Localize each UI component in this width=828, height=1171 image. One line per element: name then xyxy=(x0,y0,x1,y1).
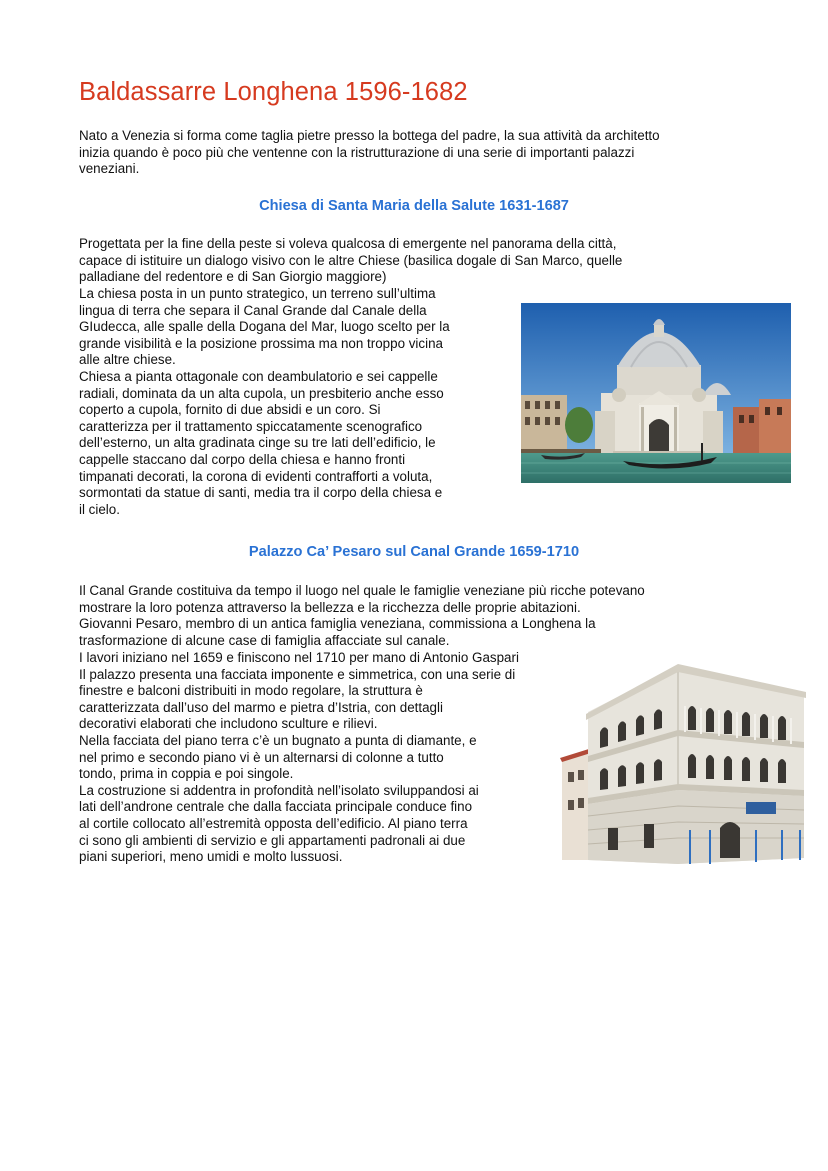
salute-intro-paragraph xyxy=(79,236,622,286)
text-line: piani superiori, meno umidi e molto lussuosi. xyxy=(79,849,343,865)
text-line: Il Canal Grande costituiva da tempo il luogo nel quale le famiglie veneziane più ricche potevano xyxy=(79,583,645,598)
text-line: al cortile collocato all’estremità opposta dell’edificio. Al piano terra xyxy=(79,815,468,831)
text-line: ci sono gli ambienti di servizio e gli appartamenti padronali ai due xyxy=(79,832,466,848)
text-line: il cielo. xyxy=(79,501,120,517)
text-line: veneziani. xyxy=(79,161,140,177)
text-line: caratterizzata dall’uso del marmo e pietra d’Istria, con dettagli xyxy=(79,699,443,715)
pesaro-heading: Palazzo Ca’ Pesaro sul Canal Grande 1659-1710 xyxy=(248,544,580,560)
text-line: GIudecca, alle spalle della Dogana del Mar, luogo scelto per la xyxy=(79,319,450,335)
salute-body-paragraph xyxy=(79,286,450,518)
text-line: radiali, dominata da un alta cupola, un presbiterio anche esso xyxy=(79,385,444,401)
text-line: Progettata per la fine della peste si voleva qualcosa di emergente nel panorama della città, xyxy=(79,236,617,251)
text-line: dell’esterno, un alta gradinata cinge su tre lati dell’edificio, le xyxy=(79,435,436,451)
text-line: La chiesa posta in un punto strategico, un terreno sull’ultima xyxy=(79,286,436,301)
pesaro-intro-paragraph xyxy=(79,583,645,649)
text-line: finestre e balconi distribuiti in modo regolare, la struttura è xyxy=(79,683,423,699)
text-line: lati dell’androne centrale che dalla facciata principale conduce fino xyxy=(79,799,473,815)
text-line: La costruzione si addentra in profondità nell’isolato sviluppandosi ai xyxy=(79,782,479,798)
text-line: timpanati decorati, la corona di evidenti contrafforti a voluta, xyxy=(79,468,433,484)
text-line: Il palazzo presenta una facciata imponente e simmetrica, con una serie di xyxy=(79,666,516,682)
ca-pesaro-palace-photo xyxy=(560,660,810,868)
intro-paragraph xyxy=(79,128,660,178)
page-title: Baldassarre Longhena 1596-1682 xyxy=(79,78,468,106)
text-line: tondo, prima in coppia e poi singole. xyxy=(79,766,294,782)
text-line: capace di istituire un dialogo visivo con le altre Chiese (basilica dogale di San Marco, quelle xyxy=(79,252,623,268)
text-line: trasformazione di alcune case di famiglia affacciate sul canale. xyxy=(79,632,450,648)
text-line: inizia quando è poco più che ventenne con la ristrutturazione di una serie di importanti palazzi xyxy=(79,144,635,160)
salute-heading: Chiesa di Santa Maria della Salute 1631-1687 xyxy=(259,198,569,214)
text-line: Giovanni Pesaro, membro di un antica famiglia veneziana, commissiona a Longhena la xyxy=(79,616,596,632)
text-line: sormontati da statue di santi, media tra il corpo della chiesa e xyxy=(79,485,443,501)
text-line: coperto a cupola, fornito di due absidi e un coro. Si xyxy=(79,402,381,418)
pesaro-body-paragraph xyxy=(79,650,519,866)
text-line: Chiesa a pianta ottagonale con deambulatorio e sei cappelle xyxy=(79,368,438,384)
salute-church-photo xyxy=(521,303,791,483)
text-line: lingua di terra che separa il Canal Grande dal Canale della xyxy=(79,302,427,318)
text-line: I lavori iniziano nel 1659 e finiscono nel 1710 per mano di Antonio Gaspari xyxy=(79,650,519,665)
text-line: palladiane del redentore e di San Giorgio maggiore) xyxy=(79,269,387,285)
text-line: decorativi elaborati che includono sculture e rilievi. xyxy=(79,716,378,732)
text-line: caratterizza per il trattamento spiccatamente scenografico xyxy=(79,418,423,434)
text-line: nel primo e secondo piano vi è un alternarsi di colonne a tutto xyxy=(79,749,444,765)
text-line: grande visibilità e la posizione prossima ma non troppo vicina xyxy=(79,335,443,351)
text-line: Nella facciata del piano terra c’è un bugnato a punta di diamante, e xyxy=(79,732,477,748)
text-line: cappelle staccano dal corpo della chiesa e hanno fronti xyxy=(79,451,406,467)
text-line: Nato a Venezia si forma come taglia pietre presso la bottega del padre, la sua attività da architetto xyxy=(79,128,660,143)
text-line: mostrare la loro potenza attraverso la bellezza e la ricchezza delle proprie abitazioni. xyxy=(79,599,581,615)
text-line: alle altre chiese. xyxy=(79,352,176,368)
